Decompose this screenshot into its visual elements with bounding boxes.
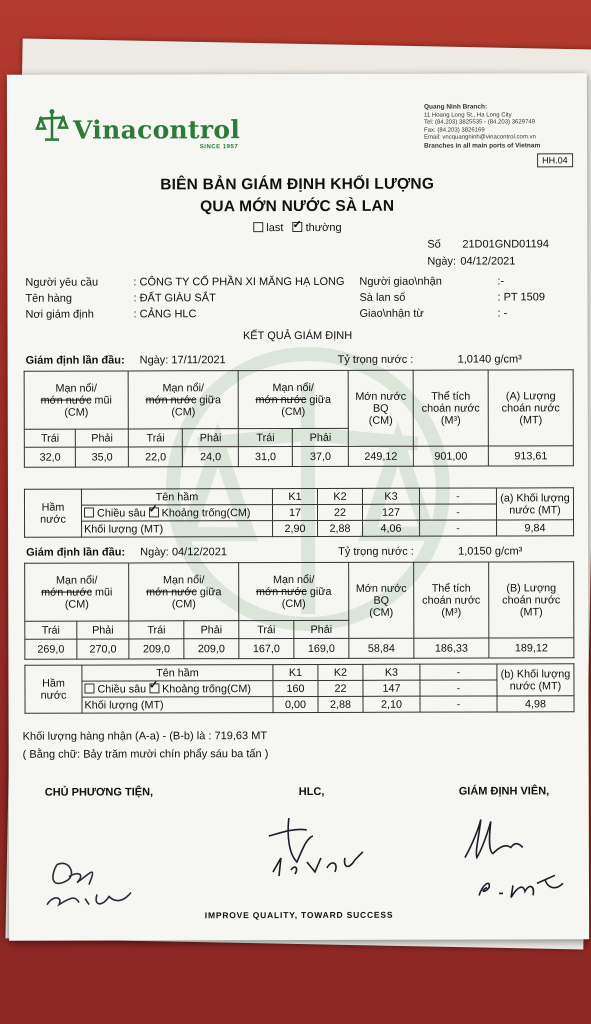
value-cell: 22,0 <box>128 447 182 467</box>
k3-header: K3 <box>363 664 420 680</box>
since-label: SINCE 1957 <box>199 144 239 151</box>
document-title-line1: BIÊN BẢN GIÁM ĐỊNH KHỐI LƯỢNG <box>160 175 435 194</box>
col-the-tich: Thể tích choán nước (M³) <box>413 370 488 446</box>
noi-giam-dinh-label: Nơi giám định <box>25 308 94 321</box>
inspection1-label: Giám định lần đầu: <box>25 354 125 367</box>
trai-header: Trái <box>128 429 182 447</box>
tank-total-label: (b) Khối lượng nước (MT) <box>497 664 574 696</box>
trai-header: Trái <box>239 621 294 639</box>
value-cell: 31,0 <box>238 447 292 467</box>
ten-hang-value: : ĐẤT GIÀU SẮT <box>133 292 216 305</box>
branch-line: Tel: (84.203) 3825535 - (84.203) 3629749 <box>423 119 536 126</box>
col-bq: Mớn nước BQ (CM) <box>348 370 413 446</box>
value-cell: 209,0 <box>184 639 239 659</box>
col-bq: Mớn nước BQ (CM) <box>349 562 414 638</box>
depth-cell: 147 <box>363 680 420 696</box>
draft-table-1 <box>24 369 574 467</box>
dash-cell: - <box>419 504 496 520</box>
ngay-value: 04/12/2021 <box>460 255 516 268</box>
branch-line: Fax: (84.203) 3826169 <box>424 127 485 134</box>
tank-table-1 <box>24 487 574 537</box>
value-cell: 913,61 <box>488 446 573 466</box>
phai-header: Phải <box>76 429 129 447</box>
value-cell: 35,0 <box>76 447 129 467</box>
sa-lan-label: Sà lan số <box>359 291 406 304</box>
col-luong: (B) Lượng choán nước (MT) <box>489 562 574 638</box>
branch-address <box>424 103 584 151</box>
ten-ham-header: Tên hầm <box>81 489 272 505</box>
inspection2-label: Giám định lần đầu: <box>26 546 126 559</box>
value-cell: 32,0 <box>24 447 76 467</box>
value-cell: 269,0 <box>25 639 77 659</box>
value-cell: 270,0 <box>77 639 129 659</box>
signature-mid <box>255 814 375 884</box>
inspection2-density: 1,0150 g/cm³ <box>458 545 523 558</box>
col-giua-2: Mạn nổi/ mớn nước giữa (CM) <box>239 562 349 620</box>
dash-cell: - <box>420 680 497 696</box>
ngay-label: Ngày: <box>427 255 457 268</box>
inspection2-density-label: Tỷ trọng nước : <box>338 545 414 558</box>
phai-header: Phải <box>183 429 239 447</box>
depth-cell: 22 <box>317 504 362 520</box>
depth-cell: 22 <box>318 680 363 696</box>
vinacontrol-logo <box>35 106 241 151</box>
col-mui: Mạn nổi/ mớn nước mũi (CM) <box>25 563 129 621</box>
k1-header: K1 <box>273 664 318 680</box>
k1-header: K1 <box>272 488 317 504</box>
trai-header: Trái <box>25 621 77 639</box>
value-cell: 901,00 <box>413 446 488 466</box>
giao-tu-label: Giao\nhận từ <box>359 307 424 320</box>
col-giua: Mạn nổi/ mớn nước giữa (CM) <box>129 563 239 621</box>
k2-header: K2 <box>317 488 362 504</box>
giao-nhan-label: Người giao\nhận <box>359 275 442 288</box>
giao-tu-value: : - <box>497 307 508 320</box>
mass-cell: 2,88 <box>318 520 363 536</box>
draft-table-2 <box>24 561 574 659</box>
value-cell: 189,12 <box>489 638 574 658</box>
tank-total: 9,84 <box>497 520 574 536</box>
inspection2-date: Ngày: 04/12/2021 <box>140 546 228 559</box>
value-cell: 249,12 <box>348 446 413 466</box>
mass-row-label: Khối lượng (MT) <box>82 697 273 714</box>
depth-cell: 127 <box>362 504 419 520</box>
summary-line2: ( Bằng chữ: Bảy trăm mười chín phẩy sáu ba tấn ) <box>22 748 269 761</box>
dash-cell: - <box>420 664 497 680</box>
nguoi-yeu-cau-label: Người yêu cầu <box>25 276 99 289</box>
so-label: Số <box>427 238 441 251</box>
document-title-line2: QUA MỚN NƯỚC SÀ LAN <box>200 197 395 216</box>
inspection1-date: Ngày: 17/11/2021 <box>139 354 226 367</box>
tank-total-label: (a) Khối lượng nước (MT) <box>496 488 573 520</box>
dash-cell: - <box>419 488 496 504</box>
mass-row-label: Khối lượng (MT) <box>82 521 273 538</box>
trai-header: Trái <box>238 429 292 447</box>
inspection1-density-label: Tỷ trọng nước : <box>337 353 414 366</box>
value-cell: 186,33 <box>414 638 489 658</box>
thuong-label: thường <box>305 221 342 234</box>
nguoi-yeu-cau-value: : CÔNG TY CỔ PHẦN XI MĂNG HẠ LONG <box>133 275 345 289</box>
mass-cell: 0,00 <box>273 696 318 712</box>
value-cell: 209,0 <box>129 639 184 659</box>
trai-header: Trái <box>129 621 184 639</box>
noi-giam-dinh-value: : CẢNG HLC <box>133 308 197 321</box>
ham-nuoc-label: Hầm nước <box>24 489 81 537</box>
thuong-checkbox[interactable] <box>293 222 303 232</box>
document-sheet <box>7 73 589 941</box>
form-code: HH.04 <box>537 153 573 167</box>
type-options <box>253 222 341 234</box>
col-giua-2: Mạn nổi/ mớn nước giữa (CM) <box>238 370 348 428</box>
k3-header: K3 <box>362 488 419 504</box>
depth-cell: 160 <box>273 680 318 696</box>
trai-header: Trái <box>24 429 76 447</box>
dash-cell: - <box>420 696 497 712</box>
branch-line: 11 Hoang Long St., Ha Long City <box>423 112 512 119</box>
col-the-tich: Thể tích choán nước (M³) <box>414 562 489 638</box>
signer-mid: HLC, <box>298 785 325 798</box>
col-mui: Mạn nổi/ mớn nước mũi (CM) <box>24 371 128 429</box>
value-cell: 58,84 <box>349 638 414 658</box>
ten-ham-header: Tên hầm <box>82 665 273 682</box>
phai-header: Phải <box>77 621 129 639</box>
value-cell: 169,0 <box>294 638 349 658</box>
phai-header: Phải <box>293 428 349 446</box>
mass-cell: 2,90 <box>273 520 318 536</box>
last-label: last <box>266 222 284 235</box>
tank-total: 4,98 <box>497 696 574 712</box>
signature-left <box>39 844 149 914</box>
col-luong: (A) Lượng choán nước (MT) <box>488 370 573 446</box>
depth-row-label: Chiều sâu ✓ Khoảng trống(CM) <box>82 681 273 698</box>
summary-line1: Khối lượng hàng nhận (A-a) - (B-b) là : 719,63 MT <box>22 730 268 743</box>
ket-qua-heading: KẾT QUẢ GIÁM ĐỊNH <box>242 329 353 343</box>
mass-cell: 2,88 <box>318 696 363 712</box>
mass-cell: 4,06 <box>363 520 420 536</box>
inspection1-density: 1,0140 g/cm³ <box>457 353 522 366</box>
brand-name: Vinacontrol <box>72 115 241 145</box>
phai-header: Phải <box>294 620 349 638</box>
depth-cell: 17 <box>272 504 317 520</box>
scales-icon <box>35 107 69 143</box>
value-cell: 37,0 <box>293 446 349 466</box>
footer-slogan: IMPROVE QUALITY, TOWARD SUCCESS <box>204 909 394 921</box>
sa-lan-value: : PT 1509 <box>497 291 545 304</box>
signature-right <box>459 813 579 903</box>
signer-left: CHỦ PHƯƠNG TIỆN, <box>44 786 154 799</box>
branch-title: Quang Ninh Branch: <box>423 103 488 111</box>
depth-row-label: Chiều sâu ✓ Khoảng trống(CM) <box>81 505 272 522</box>
giao-nhan-value: :- <box>497 275 505 288</box>
signer-right: GIÁM ĐỊNH VIÊN, <box>458 785 550 798</box>
value-cell: 167,0 <box>239 639 294 659</box>
tank-table-2 <box>24 663 574 713</box>
value-cell: 24,0 <box>183 447 239 467</box>
phai-header: Phải <box>184 621 239 639</box>
col-giua: Mạn nổi/ mớn nước giữa (CM) <box>128 371 238 429</box>
k2-header: K2 <box>318 664 363 680</box>
mass-cell: 2,10 <box>363 696 420 712</box>
branch-line: Branches in all main ports of Vietnam <box>424 142 541 150</box>
ten-hang-label: Tên hàng <box>25 292 72 305</box>
last-checkbox[interactable] <box>253 222 263 232</box>
branch-line: Email: vncquangninh@vinacontrol.com.vn <box>424 134 536 142</box>
dash-cell: - <box>420 520 497 536</box>
ham-nuoc-label: Hầm nước <box>25 665 82 713</box>
so-value: 21D01GND01194 <box>462 238 549 251</box>
